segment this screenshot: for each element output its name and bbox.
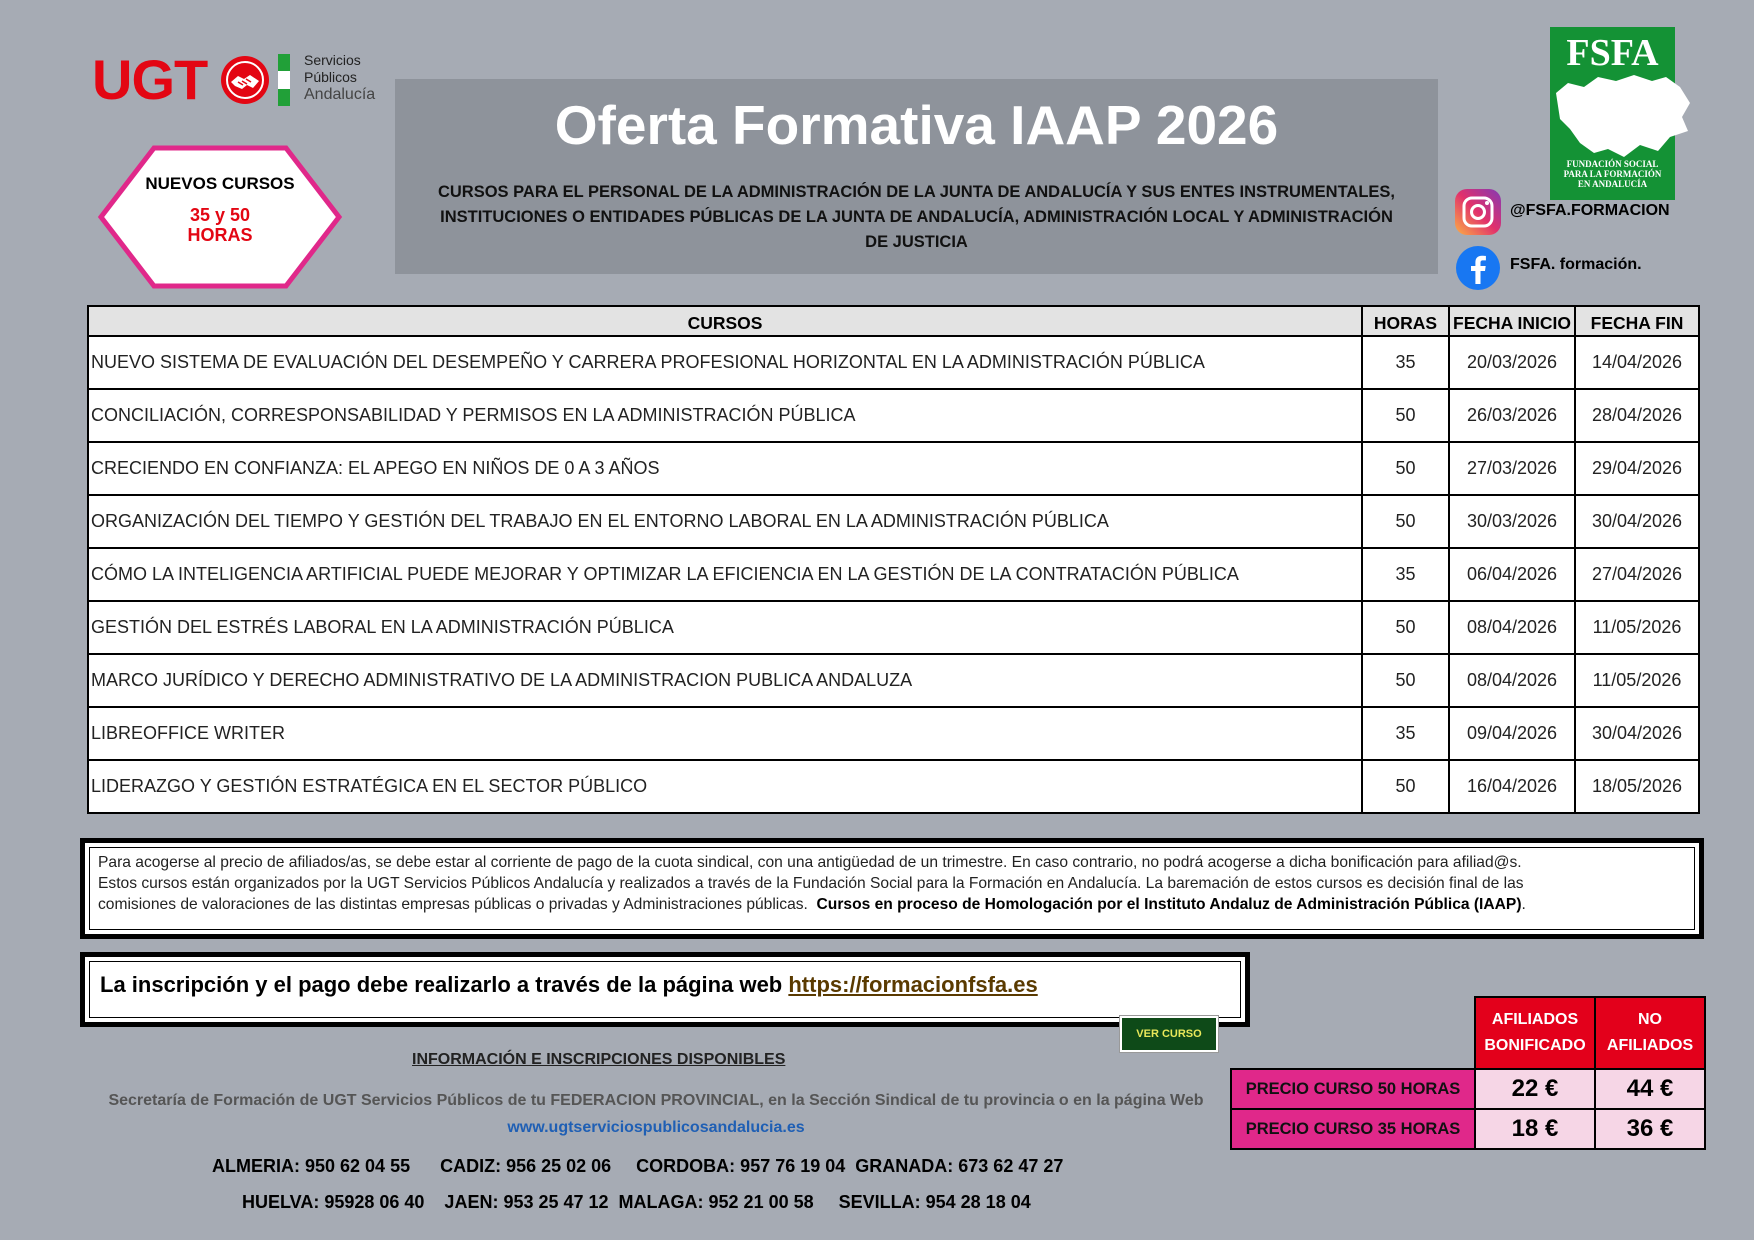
- course-start: 27/03/2026: [1449, 442, 1575, 495]
- course-end: 18/05/2026: [1575, 760, 1699, 813]
- fsfa-caption-line1: FUNDACIÓN SOCIAL: [1566, 159, 1659, 169]
- fsfa-caption-line3: EN ANDALUCÍA: [1577, 179, 1648, 189]
- course-start: 16/04/2026: [1449, 760, 1575, 813]
- table-row: [88, 389, 1699, 442]
- page-subtitle: [405, 180, 1428, 255]
- info-text: Secretaría de Formación de UGT Servicios Públicos de tu FEDERACION PROVINCIAL, en la Sección Sindical de tu provincia o en la página Web: [108, 1092, 1204, 1109]
- price-col-no-afiliados-line2: AFILIADOS: [1606, 1037, 1694, 1054]
- instagram-icon: [1454, 188, 1502, 236]
- notes-line3: comisiones de valoraciones de las distintas empresas públicas o privadas y Administraciones públicas.: [98, 896, 808, 913]
- badge-line3: HORAS: [187, 225, 253, 245]
- andalucia-flag-icon: [278, 54, 290, 106]
- price-row-label: PRECIO CURSO 50 HORAS: [1231, 1069, 1475, 1109]
- course-name: MARCO JURÍDICO Y DERECHO ADMINISTRATIVO DE LA ADMINISTRACION PUBLICA ANDALUZA: [88, 654, 1362, 707]
- ugt-logo: [92, 50, 392, 110]
- facebook-link[interactable]: [1454, 244, 1714, 294]
- course-start: 08/04/2026: [1449, 654, 1575, 707]
- course-hours: 50: [1362, 389, 1449, 442]
- course-hours: 50: [1362, 654, 1449, 707]
- price-no-afiliados: 44 €: [1595, 1069, 1705, 1109]
- course-end: 27/04/2026: [1575, 548, 1699, 601]
- notes-line3-wrap: [98, 894, 1686, 915]
- price-header-row: [1231, 997, 1705, 1069]
- course-hours: 50: [1362, 495, 1449, 548]
- course-end: 11/05/2026: [1575, 601, 1699, 654]
- header-fecha-inicio: FECHA INICIO: [1449, 306, 1575, 336]
- course-end: 11/05/2026: [1575, 654, 1699, 707]
- info-website-link[interactable]: www.ugtserviciospublicosandalucia.es: [507, 1119, 805, 1136]
- ugt-sub-line1: Servicios: [304, 52, 361, 68]
- courses-table: [87, 305, 1700, 814]
- notes-homologation: Cursos en proceso de Homologación por el Instituto Andaluz de Administración Pública (IAAP): [816, 896, 1522, 913]
- table-row: [88, 760, 1699, 813]
- registration-label: La inscripción y el pago debe realizarlo a través de la página web: [100, 972, 789, 997]
- fsfa-caption: [1550, 159, 1675, 189]
- course-name: GESTIÓN DEL ESTRÉS LABORAL EN LA ADMINISTRACIÓN PÚBLICA: [88, 601, 1362, 654]
- badge-line1: NUEVOS CURSOS: [145, 174, 295, 193]
- handshake-icon: [220, 55, 270, 105]
- course-end: 29/04/2026: [1575, 442, 1699, 495]
- instagram-handle: @FSFA.FORMACION: [1510, 202, 1670, 219]
- subtitle-line1: CURSOS PARA EL PERSONAL DE LA ADMINISTRACIÓN DE LA JUNTA DE ANDALUCÍA Y SUS ENTES INSTRUMENTALES,: [437, 183, 1396, 201]
- price-row: [1231, 1069, 1705, 1109]
- price-afiliados: 18 €: [1475, 1109, 1595, 1149]
- table-row: [88, 707, 1699, 760]
- notes-line2: Estos cursos están organizados por la UGT Servicios Públicos Andalucía y realizados a través de la Fundación Social para la Formación en Andalucía. La baremación de estos cursos es decisión final de las: [98, 875, 1524, 892]
- table-row: [88, 495, 1699, 548]
- course-start: 08/04/2026: [1449, 601, 1575, 654]
- notes-line1: Para acogerse al precio de afiliados/as, se debe estar al corriente de pago de la cuota sindical, con una antigüedad de un trimestre. En caso contrario, no podrá acogerse a dicha bonificación para afiliad@s.: [98, 854, 1522, 871]
- table-row: [88, 336, 1699, 389]
- page-title: Oferta Formativa IAAP 2026: [554, 94, 1279, 156]
- price-afiliados: 22 €: [1475, 1069, 1595, 1109]
- price-col-afiliados-line2: BONIFICADO: [1484, 1037, 1586, 1054]
- notes-end: .: [1521, 896, 1526, 913]
- table-header-row: [88, 306, 1699, 336]
- course-start: 26/03/2026: [1449, 389, 1575, 442]
- course-hours: 35: [1362, 336, 1449, 389]
- course-name: NUEVO SISTEMA DE EVALUACIÓN DEL DESEMPEÑO Y CARRERA PROFESIONAL HORIZONTAL EN LA ADMINISTRACIÓN PÚBLICA: [88, 336, 1362, 389]
- ugt-subtitle: [304, 52, 375, 103]
- course-hours: 50: [1362, 601, 1449, 654]
- badge-hours: [96, 205, 344, 245]
- badge-line2: 35 y 50: [189, 205, 251, 225]
- notes-text: [89, 847, 1695, 930]
- course-start: 06/04/2026: [1449, 548, 1575, 601]
- ugt-sub-line2: Públicos: [304, 69, 357, 85]
- course-name: CRECIENDO EN CONFIANZA: EL APEGO EN NIÑOS DE 0 A 3 AÑOS: [88, 442, 1362, 495]
- price-row-label: PRECIO CURSO 35 HORAS: [1231, 1109, 1475, 1149]
- registration-text: [89, 961, 1241, 1018]
- course-start: 09/04/2026: [1449, 707, 1575, 760]
- price-col-no-afiliados-line1: NO: [1638, 1011, 1662, 1028]
- price-col-afiliados-line1: AFILIADOS: [1491, 1011, 1579, 1028]
- table-row: [88, 654, 1699, 707]
- subtitle-line2: INSTITUCIONES O ENTIDADES PÚBLICAS DE LA JUNTA DE ANDALUCÍA, ADMINISTRACIÓN LOCAL Y ADMINISTRACIÓN: [440, 208, 1393, 226]
- course-start: 30/03/2026: [1449, 495, 1575, 548]
- ugt-sub-line3: Andalucía: [304, 86, 376, 103]
- subtitle-line3: DE JUSTICIA: [865, 233, 968, 251]
- header-fecha-fin: FECHA FIN: [1575, 306, 1699, 336]
- price-row: [1231, 1109, 1705, 1149]
- price-col-no-afiliados: [1595, 997, 1705, 1069]
- course-start: 20/03/2026: [1449, 336, 1575, 389]
- course-end: 28/04/2026: [1575, 389, 1699, 442]
- course-name: LIBREOFFICE WRITER: [88, 707, 1362, 760]
- header-horas: HORAS: [1362, 306, 1449, 336]
- fsfa-wordmark: FSFA: [1566, 32, 1659, 74]
- instagram-link[interactable]: [1454, 188, 1714, 238]
- course-name: CONCILIACIÓN, CORRESPONSABILIDAD Y PERMISOS EN LA ADMINISTRACIÓN PÚBLICA: [88, 389, 1362, 442]
- contacts-row: HUELVA: 95928 06 40 JAEN: 953 25 47 12 MALAGA: 952 21 00 58 SEVILLA: 954 28 18 04: [242, 1192, 1031, 1212]
- course-name: CÓMO LA INTELIGENCIA ARTIFICIAL PUEDE MEJORAR Y OPTIMIZAR LA EFICIENCIA EN LA GESTIÓN DE LA CONTRATACIÓN PÚBLICA: [88, 548, 1362, 601]
- course-hours: 50: [1362, 442, 1449, 495]
- course-hours: 35: [1362, 707, 1449, 760]
- ugt-wordmark: UGT: [92, 48, 208, 111]
- contacts-row: ALMERIA: 950 62 04 55 CADIZ: 956 25 02 06 CORDOBA: 957 76 19 04 GRANADA: 673 62 47 27: [212, 1156, 1064, 1176]
- andalucia-map-icon: [1554, 73, 1694, 159]
- new-courses-badge: [96, 144, 344, 290]
- course-hours: 50: [1362, 760, 1449, 813]
- course-end: 14/04/2026: [1575, 336, 1699, 389]
- course-end: 30/04/2026: [1575, 707, 1699, 760]
- price-no-afiliados: 36 €: [1595, 1109, 1705, 1149]
- course-name: LIDERAZGO Y GESTIÓN ESTRATÉGICA EN EL SECTOR PÚBLICO: [88, 760, 1362, 813]
- registration-box: [80, 952, 1250, 1027]
- notes-box: [80, 838, 1704, 939]
- table-row: [88, 548, 1699, 601]
- course-end: 30/04/2026: [1575, 495, 1699, 548]
- course-hours: 35: [1362, 548, 1449, 601]
- title-box: [395, 79, 1438, 274]
- facebook-icon: [1454, 244, 1502, 292]
- table-row: [88, 601, 1699, 654]
- course-name: ORGANIZACIÓN DEL TIEMPO Y GESTIÓN DEL TRABAJO EN EL ENTORNO LABORAL EN LA ADMINISTRACIÓN PÚBLICA: [88, 495, 1362, 548]
- price-col-afiliados: [1475, 997, 1595, 1069]
- fsfa-caption-line2: PARA LA FORMACIÓN: [1563, 169, 1662, 179]
- price-table: [1230, 996, 1706, 1150]
- fsfa-logo: [1550, 27, 1675, 200]
- registration-link[interactable]: https://formacionfsfa.es: [788, 972, 1038, 997]
- ver-curso-button[interactable]: VER CURSO: [1120, 1016, 1218, 1052]
- facebook-handle: FSFA. formación.: [1510, 256, 1642, 273]
- header-cursos: CURSOS: [88, 306, 1362, 336]
- table-row: [88, 442, 1699, 495]
- info-heading: INFORMACIÓN E INSCRIPCIONES DISPONIBLES: [412, 1051, 786, 1068]
